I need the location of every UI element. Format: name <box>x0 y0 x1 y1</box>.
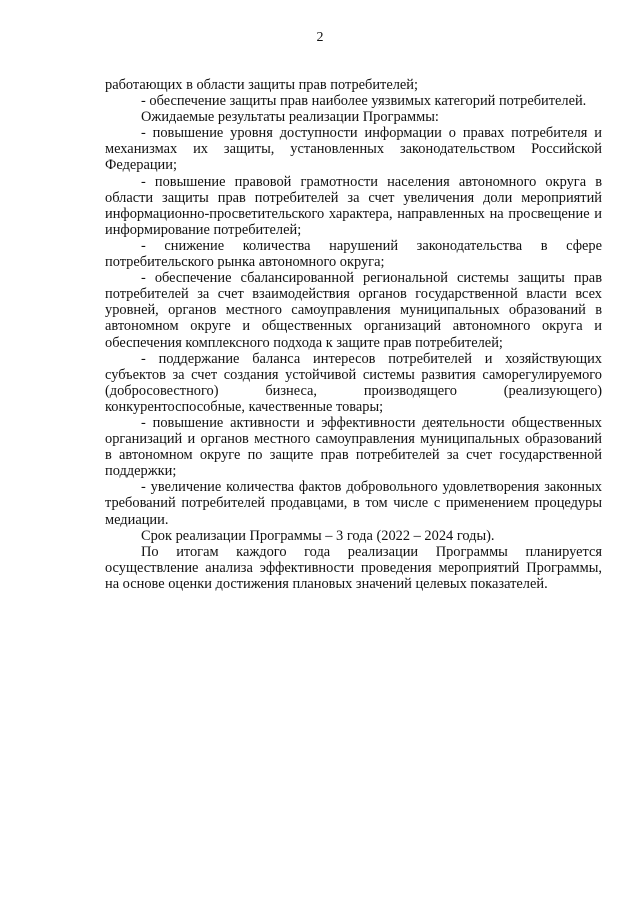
list-item-violations-reduction: - снижение количества нарушений законодательства в сфере потребительского рынка автономного округа; <box>105 237 602 271</box>
page-number: 2 <box>316 30 324 45</box>
list-item-balanced-system: - обеспечение сбалансированной региональной системы защиты прав потребителей за счет взаимодействия органов государственной власти всех уровней, органов местного самоуправления муниципальных образований в автономном округе и общественных организаций автономного округа и обеспечения комплексного подхода к защите прав потребителей; <box>105 270 602 351</box>
program-evaluation: По итогам каждого года реализации Программы планируется осуществление анализа эффективности проведения мероприятий Программы, на основе оценки достижения плановых значений целевых показателей. <box>105 543 602 592</box>
section-heading-expected-results: Ожидаемые результаты реализации Программы: <box>141 109 439 126</box>
list-item-voluntary-satisfaction: - увеличение количества фактов добровольного удовлетворения законных требований потребителей продавцами, в том числе с применением процедуры медиации. <box>105 479 602 528</box>
list-item-public-organizations: - повышение активности и эффективности деятельности общественных организаций и органов местного самоуправления муниципальных образований в автономном округе по защите прав потребителей за счет государственной поддержки; <box>105 414 602 480</box>
paragraph-continuation: работающих в области защиты прав потребителей; <box>105 77 418 93</box>
list-item-interests-balance: - поддержание баланса интересов потребителей и хозяйствующих субъектов за счет создания устойчивой системы развития саморегулируемого (добросовестного) бизнеса, производящего (реализующего) конкурентоспособные, качественные товары; <box>105 350 602 415</box>
program-term: Срок реализации Программы – 3 года (2022 – 2024 годы). <box>141 527 495 544</box>
list-item-legal-literacy: - повышение правовой грамотности населения автономного округа в области защиты прав потребителей за счет увеличения доли мероприятий информационно-просветительского характера, направленных на просвещение и информирование потребителей; <box>105 173 602 238</box>
list-item-vulnerable-consumers: - обеспечение защиты прав наиболее уязвимых категорий потребителей. <box>141 93 587 110</box>
list-item-information-access: - повышение уровня доступности информации о правах потребителя и механизмах их защиты, установленных законодательством Российской Федерации; <box>105 125 602 174</box>
document-body <box>105 77 602 592</box>
